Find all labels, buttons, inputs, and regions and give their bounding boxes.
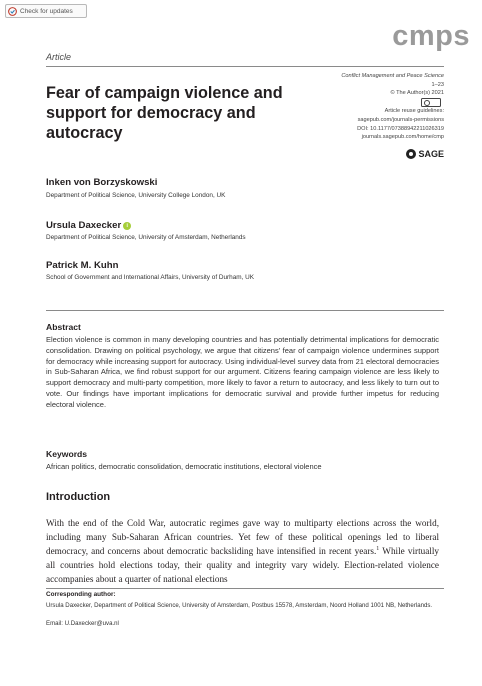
journal-homepage-link[interactable]: journals.sagepub.com/home/cmp xyxy=(361,134,444,141)
corresponding-author-email[interactable]: Email: U.Daxecker@uva.nl xyxy=(46,620,119,627)
section-heading-introduction: Introduction xyxy=(46,491,111,503)
introduction-text-part-a: With the end of the Cold War, autocratic regimes gave way to multiparty elections across the world, including many Sub-Saharan African countries. Yet few of these political openings led to liberal democracy, and concerns about democratic backsliding have intensified in recent years. xyxy=(46,518,439,557)
author-name: Patrick M. Kuhn xyxy=(46,260,119,271)
orcid-icon[interactable]: i xyxy=(123,222,131,230)
header-divider xyxy=(46,66,444,67)
introduction-text-part-b: While virtually all countries hold elections today, their quality and integrity vary widely. Election-related violence accompanies about a quarter of national elections xyxy=(46,546,439,585)
author-name: Inken von Borzyskowski xyxy=(46,177,158,188)
keywords-text: African politics, democratic consolidation, democratic institutions, electoral violence xyxy=(46,462,322,471)
corresponding-author-heading: Corresponding author: xyxy=(46,591,116,598)
journal-logo: cmps xyxy=(392,20,470,52)
abstract-heading: Abstract xyxy=(46,322,81,332)
article-type-label: Article xyxy=(46,52,72,62)
introduction-body xyxy=(46,516,439,586)
footer-divider xyxy=(46,588,444,589)
author-name-row xyxy=(46,220,131,231)
keywords-heading: Keywords xyxy=(46,449,88,459)
sage-logo-icon xyxy=(406,149,416,159)
author-affiliation: Department of Political Science, University of Amsterdam, Netherlands xyxy=(46,234,246,241)
permissions-link[interactable]: sagepub.com/journals-permissions xyxy=(357,116,444,123)
paper-title: Fear of campaign violence and support for democracy and autocracy xyxy=(46,84,283,142)
corresponding-author-address: Ursula Daxecker, Department of Political Science, University of Amsterdam, Postbus 15578, Amsterdam, Noord Holland 1001 NB, Netherlands. xyxy=(46,602,433,609)
license-row xyxy=(341,98,444,108)
author-affiliation: School of Government and International Affairs, University of Durham, UK xyxy=(46,274,255,281)
copyright: © The Author(s) 2021 xyxy=(390,90,444,97)
check-for-updates-label: Check for updates xyxy=(20,7,73,15)
journal-meta xyxy=(341,72,444,142)
reuse-guidelines: Article reuse guidelines: xyxy=(384,108,444,115)
abstract-text: Election violence is common in many developing countries and has potentially detrimental implications for democratic consolidation. Drawing on political psychology, we argue that citizens’ fear of campaign violence undermines support for democracy while increasing support for autocracy. Using individual-level survey data from 21 electoral democracies in Sub-Saharan Africa, we find robust support for our argument. Citizens fearing campaign violence are less likely to support democracy and multi-party competition, more likely to favor a return to autocracy, and less likely to turn out to vote. Our findings have important implications for democratic survival and provide further impetus for reducing electoral violence. xyxy=(46,335,439,409)
doi[interactable]: DOI: 10.1177/07388942211026319 xyxy=(357,125,444,132)
author-name: Ursula Daxecker xyxy=(46,220,122,231)
journal-name: Conflict Management and Peace Science xyxy=(341,73,444,79)
abstract-divider xyxy=(46,310,444,311)
author-affiliation: Department of Political Science, University College London, UK xyxy=(46,192,226,199)
page-range: 1–23 xyxy=(431,81,444,88)
footnote-marker[interactable]: 1 xyxy=(376,546,380,553)
check-for-updates-badge[interactable] xyxy=(5,4,87,18)
publisher-logo xyxy=(406,149,444,159)
publisher-name: SAGE xyxy=(418,149,444,159)
cc-license-icon xyxy=(421,98,441,107)
check-for-updates-icon xyxy=(8,7,17,16)
